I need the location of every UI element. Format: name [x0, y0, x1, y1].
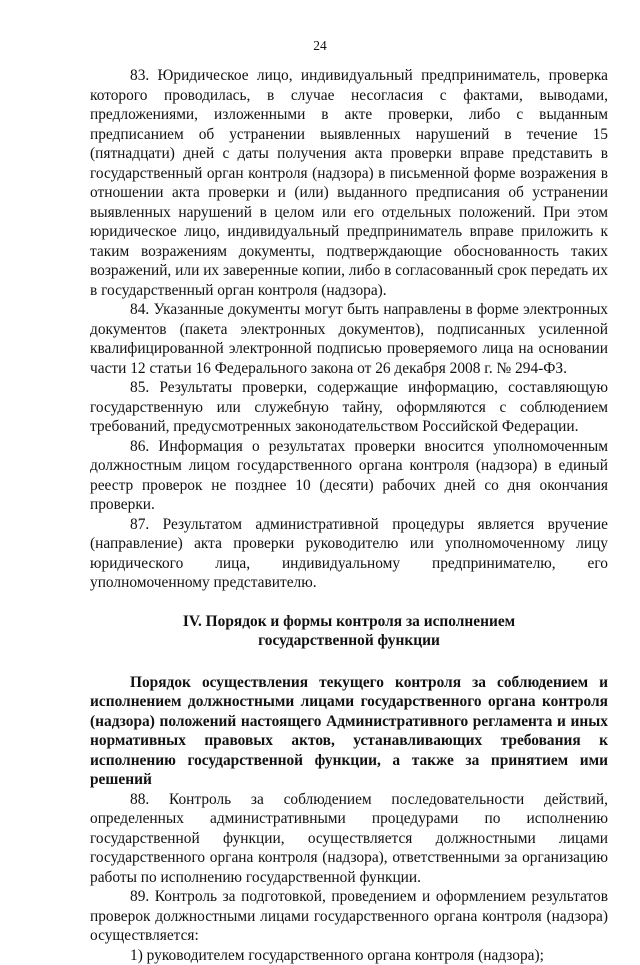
- page-number: 24: [0, 38, 640, 54]
- section-title: [90, 612, 608, 651]
- section-title-line-1: IV. Порядок и формы контроля за исполнением: [90, 612, 608, 632]
- section-title-line-2: государственной функции: [90, 631, 608, 651]
- document-body: [90, 66, 608, 965]
- paragraph-83: 83. Юридическое лицо, индивидуальный предприниматель, проверка которого проводилась, в случае несогласия с фактами, выводами, предложениями, изложенными в акте проверки, либо с выданным предписанием об устранении выявленных нарушений в течение 15 (пятнадцати) дней с даты получения акта проверки вправе представить в государственный орган контроля (надзора) в письменной форме возражения в отношении акта проверки и (или) выданного предписания об устранении выявленных нарушений в целом или его отдельных положений. При этом юридическое лицо, индивидуальный предприниматель вправе приложить к таким возражениям документы, подтверждающие обоснованность таких возражений, или их заверенные копии, либо в согласованный срок передать их в государственный орган контроля (надзора).: [90, 66, 608, 300]
- paragraph-89: 89. Контроль за подготовкой, проведением и оформлением результатов проверок должностными лицами государственного органа контроля (надзора) осуществляется:: [90, 887, 608, 946]
- paragraph-87: 87. Результатом административной процедуры является вручение (направление) акта проверки руководителю или уполномоченному лицу юридического лица, индивидуальному предпринимателю, его уполномоченному представителю.: [90, 515, 608, 593]
- section-subheading: Порядок осуществления текущего контроля за соблюдением и исполнением должностными лицами государственного органа контроля (надзора) положений настоящего Административного регламента и иных нормативных правовых актов, устанавливающих требования к исполнению государственной функции, а также за принятием ими решений: [90, 673, 608, 790]
- paragraph-86: 86. Информация о результатах проверки вносится уполномоченным должностным лицом государственного органа контроля (надзора) в единый реестр проверок не позднее 10 (десяти) рабочих дней со дня окончания проверки.: [90, 437, 608, 515]
- paragraph-89-item-1: 1) руководителем государственного органа контроля (надзора);: [90, 946, 608, 965]
- paragraph-88: 88. Контроль за соблюдением последовательности действий, определенных административными процедурами по исполнению государственной функции, осуществляется должностными лицами государственного органа контроля (надзора), ответственными за организацию работы по исполнению государственной функции.: [90, 790, 608, 888]
- paragraph-85: 85. Результаты проверки, содержащие информацию, составляющую государственную или служебную тайну, оформляются с соблюдением требований, предусмотренных законодательством Российской Федерации.: [90, 378, 608, 437]
- paragraph-84: 84. Указанные документы могут быть направлены в форме электронных документов (пакета электронных документов), подписанных усиленной квалифицированной электронной подписью проверяемого лица на основании части 12 статьи 16 Федерального закона от 26 декабря 2008 г. № 294-ФЗ.: [90, 300, 608, 378]
